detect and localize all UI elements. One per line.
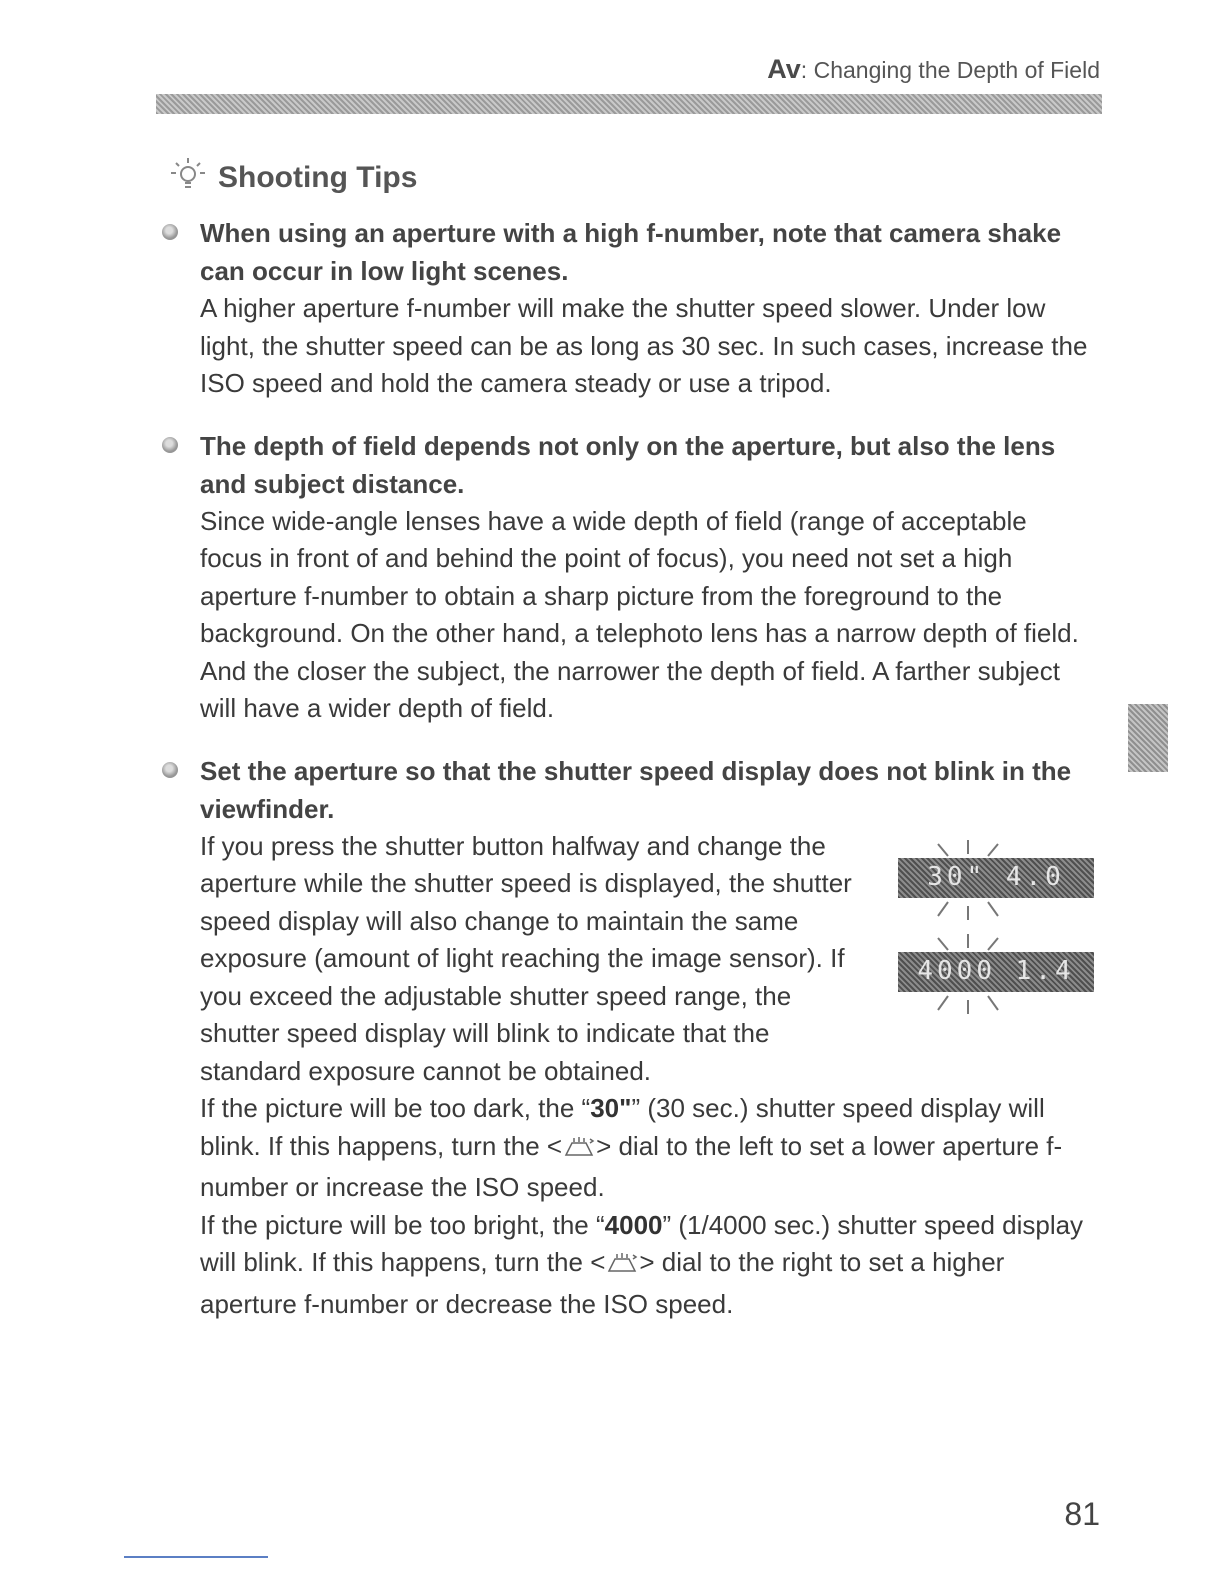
bullet-icon (162, 437, 178, 453)
tip-heading: Set the aperture so that the shutter speed display does not blink in the viewfinder. (200, 755, 1072, 824)
shutter-value-4000: 4000 (604, 1209, 663, 1240)
tip-body (200, 828, 1096, 1324)
tip-body (200, 290, 1096, 403)
text-run: ” (1/4000 sec.) shutter speed display will blink. If this happens, turn the < (200, 1209, 1084, 1277)
av-mode-symbol: Av (767, 54, 801, 84)
tip-heading: The depth of field depends not only on the aperture, but also the lens and subject distance. (200, 430, 1056, 499)
text-run: If the picture will be too bright, the “ (200, 1209, 605, 1240)
tip-2 (158, 427, 1096, 728)
tip-3 (158, 752, 1096, 1324)
running-header (767, 54, 1100, 85)
tip-paragraph: If you press the shutter button halfway and change the aperture while the shutter speed is displayed, the shutter speed display will also change to maintain the same exposure (amount of light reaching the image sensor). If you exceed the adjustable shutter speed range, the shutter speed display will blink to indicate that the standard exposure cannot be obtained. (200, 830, 852, 1086)
text-run: > dial to the left to set a lower aperture f-number or increase the ISO speed. (200, 1130, 1063, 1202)
main-dial-icon (562, 1132, 596, 1170)
tip-paragraph-dark (200, 1090, 1096, 1207)
lightbulb-icon (168, 156, 208, 200)
viewfinder-figures (898, 828, 1094, 1091)
shutter-speed-display: 4000 1.4 (898, 952, 1094, 992)
text-run: ” (30 sec.) shutter speed display will blink. If this happens, turn the < (200, 1093, 1045, 1161)
header-title: Changing the Depth of Field (813, 57, 1100, 83)
chapter-tab (1128, 704, 1168, 772)
tip-paragraph-bright (200, 1207, 1096, 1324)
text-run: If the picture will be too dark, the “ (200, 1093, 591, 1123)
shutter-value-30: 30" (590, 1093, 632, 1123)
tip-paragraph: And the closer the subject, the narrower the depth of field. A farther subject will have a wider depth of field. (200, 655, 1060, 723)
tip-heading: When using an aperture with a high f-number, note that camera shake can occur in low light scenes. (200, 218, 1062, 286)
viewfinder-display-bright (898, 934, 1094, 1000)
header-bar (156, 94, 1102, 114)
tip-paragraph: Since wide-angle lenses have a wide depth of field (range of acceptable focus in front of and behind the point of focus), you need not set a high aperture f-number to obtain a sharp picture from the foreground to the background. On the other hand, a telephoto lens has a narrow depth of field. (200, 505, 1079, 648)
bottom-rule (124, 1556, 268, 1558)
page-number: 81 (1064, 1496, 1100, 1532)
tip-paragraph: A higher aperture f-number will make the shutter speed slower. Under low light, the shutter speed can be as long as 30 sec. In such cases, increase the ISO speed and hold the camera steady or use a tripod. (200, 293, 1088, 398)
tip-body (200, 503, 1096, 728)
bullet-icon (162, 762, 178, 778)
tips-content (158, 214, 1096, 1347)
section-title (168, 156, 417, 200)
section-title-text: Shooting Tips (218, 161, 418, 194)
main-dial-icon (605, 1248, 639, 1286)
viewfinder-display-dark (898, 840, 1094, 906)
bullet-icon (162, 224, 178, 240)
tip-1 (158, 214, 1096, 403)
shutter-speed-display: 30" 4.0 (898, 858, 1094, 898)
text-run: > dial to the right to set a higher aperture f-number or decrease the ISO speed. (200, 1247, 1005, 1319)
header-separator: : (800, 57, 814, 83)
